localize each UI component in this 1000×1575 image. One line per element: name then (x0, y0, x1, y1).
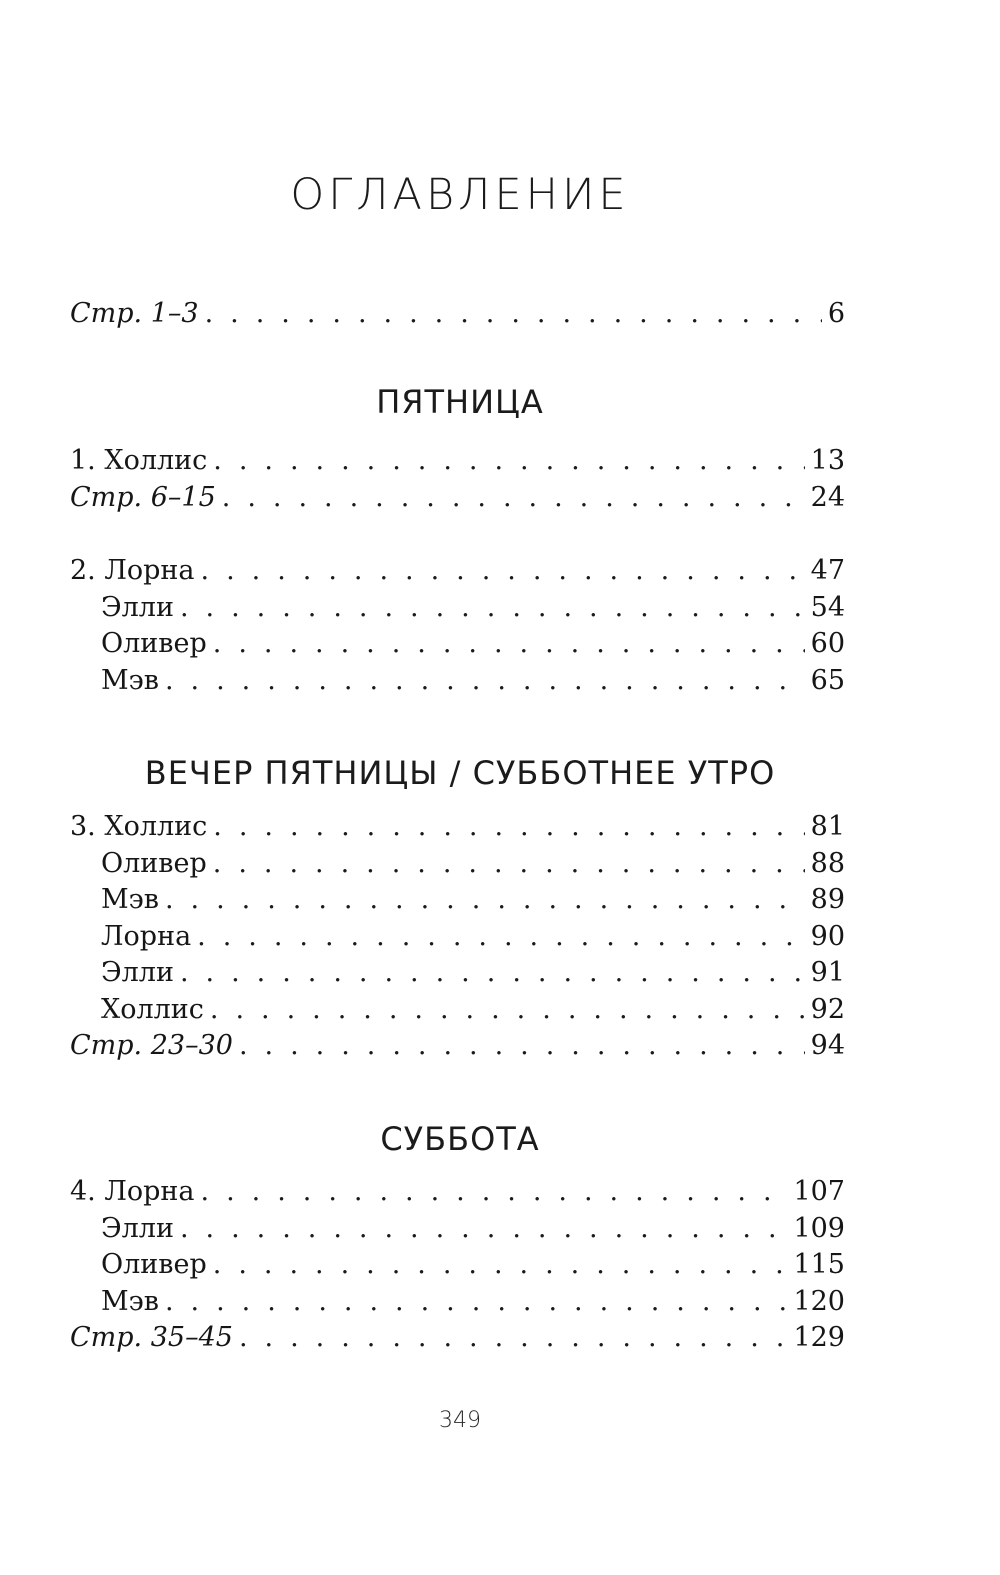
toc-entry-label: Элли (101, 591, 174, 623)
toc-entry (70, 1174, 845, 1211)
dot-leader (239, 1320, 788, 1357)
toc-entry-label: Оливер (101, 628, 207, 659)
toc-entry-label: Стр. 23–30 (70, 1030, 233, 1061)
toc-entry-page-number: 90 (810, 920, 845, 952)
dot-leader (213, 443, 804, 480)
toc-entry-label: Мэв (101, 884, 159, 915)
toc-entry-page-number: 60 (810, 628, 845, 659)
toc-entry-page-number: 115 (793, 1249, 845, 1280)
dot-leader (210, 992, 805, 1029)
toc-entry-page-number: 120 (793, 1285, 845, 1317)
section-heading-saturday: СУББОТА (380, 1120, 540, 1158)
toc-entry (70, 919, 845, 956)
toc-entry (70, 590, 845, 627)
toc-entry-page-number: 88 (810, 847, 845, 879)
toc-entry (70, 1211, 845, 1248)
toc-entry (70, 663, 845, 700)
dot-leader (180, 1211, 787, 1248)
toc-entry-label: 3. Холлис (70, 811, 208, 842)
dot-leader (197, 919, 804, 956)
toc-entry-label: Оливер (101, 847, 207, 879)
toc-entry (70, 443, 845, 480)
toc-entry-label: 2. Лорна (70, 555, 195, 586)
toc-entry (70, 1028, 845, 1065)
toc-entry-page-number: 81 (810, 811, 845, 842)
dot-leader (165, 1284, 787, 1321)
toc-entry (70, 846, 845, 883)
friday-evening-group (70, 809, 845, 1065)
dot-leader (201, 553, 805, 590)
intro-entries (70, 296, 845, 333)
saturday-group (70, 1174, 845, 1357)
toc-entry-label: Элли (101, 957, 174, 988)
dot-leader (213, 1247, 788, 1284)
dot-leader (165, 663, 805, 700)
toc-entry-page-number: 65 (810, 664, 845, 696)
toc-entry-page-number: 109 (793, 1212, 845, 1244)
toc-entry (70, 1320, 845, 1357)
toc-entry (70, 992, 845, 1029)
toc-entry-label: Холлис (101, 993, 204, 1025)
dot-leader (201, 1174, 788, 1211)
dot-leader (222, 480, 805, 517)
page-number: 349 (439, 1408, 481, 1433)
toc-entry-page-number: 24 (810, 481, 845, 513)
toc-entry-page-number: 107 (793, 1176, 845, 1207)
toc-entry (70, 1284, 845, 1321)
dot-leader (213, 809, 804, 846)
toc-entry-page-number: 129 (793, 1322, 845, 1353)
toc-entry-label: Мэв (101, 664, 159, 696)
toc-entry-page-number: 13 (810, 445, 845, 476)
dot-leader (165, 882, 805, 919)
dot-leader (180, 955, 805, 992)
toc-entry-page-number: 54 (810, 591, 845, 623)
toc-entry-label: Мэв (101, 1285, 159, 1317)
toc-entry-page-number: 91 (810, 957, 845, 988)
toc-entry-page-number: 89 (810, 884, 845, 915)
toc-entry-label: Стр. 35–45 (70, 1322, 233, 1353)
toc-entry (70, 296, 845, 333)
dot-leader (213, 626, 805, 663)
toc-entry-label: Лорна (101, 920, 192, 952)
toc-entry-label: 4. Лорна (70, 1176, 195, 1207)
section-heading-friday: ПЯТНИЦА (376, 383, 544, 421)
toc-entry (70, 955, 845, 992)
toc-entry-label: Стр. 6–15 (70, 481, 216, 513)
dot-leader (205, 296, 822, 333)
dot-leader (180, 590, 805, 627)
toc-entry (70, 809, 845, 846)
toc-entry-label: 1. Холлис (70, 445, 208, 476)
toc-entry-label: Оливер (101, 1249, 207, 1280)
toc-entry-page-number: 47 (810, 555, 845, 586)
page-title: ОГЛАВЛЕНИЕ (290, 170, 630, 220)
toc-entry-label: Элли (101, 1212, 174, 1244)
toc-entry (70, 480, 845, 517)
toc-entry-label: Стр. 1–3 (70, 298, 199, 329)
dot-leader (239, 1028, 805, 1065)
toc-entry (70, 1247, 845, 1284)
toc-entry-page-number: 92 (810, 993, 845, 1025)
toc-entry-page-number: 6 (827, 298, 845, 329)
toc-entry (70, 626, 845, 663)
section-heading-friday-evening: ВЕЧЕР ПЯТНИЦЫ / СУББОТНЕЕ УТРО (144, 754, 776, 792)
dot-leader (213, 846, 805, 883)
toc-entry-page-number: 94 (810, 1030, 845, 1061)
toc-entry (70, 882, 845, 919)
toc-entry (70, 553, 845, 590)
friday-group-1 (70, 443, 845, 516)
friday-group-2 (70, 553, 845, 699)
